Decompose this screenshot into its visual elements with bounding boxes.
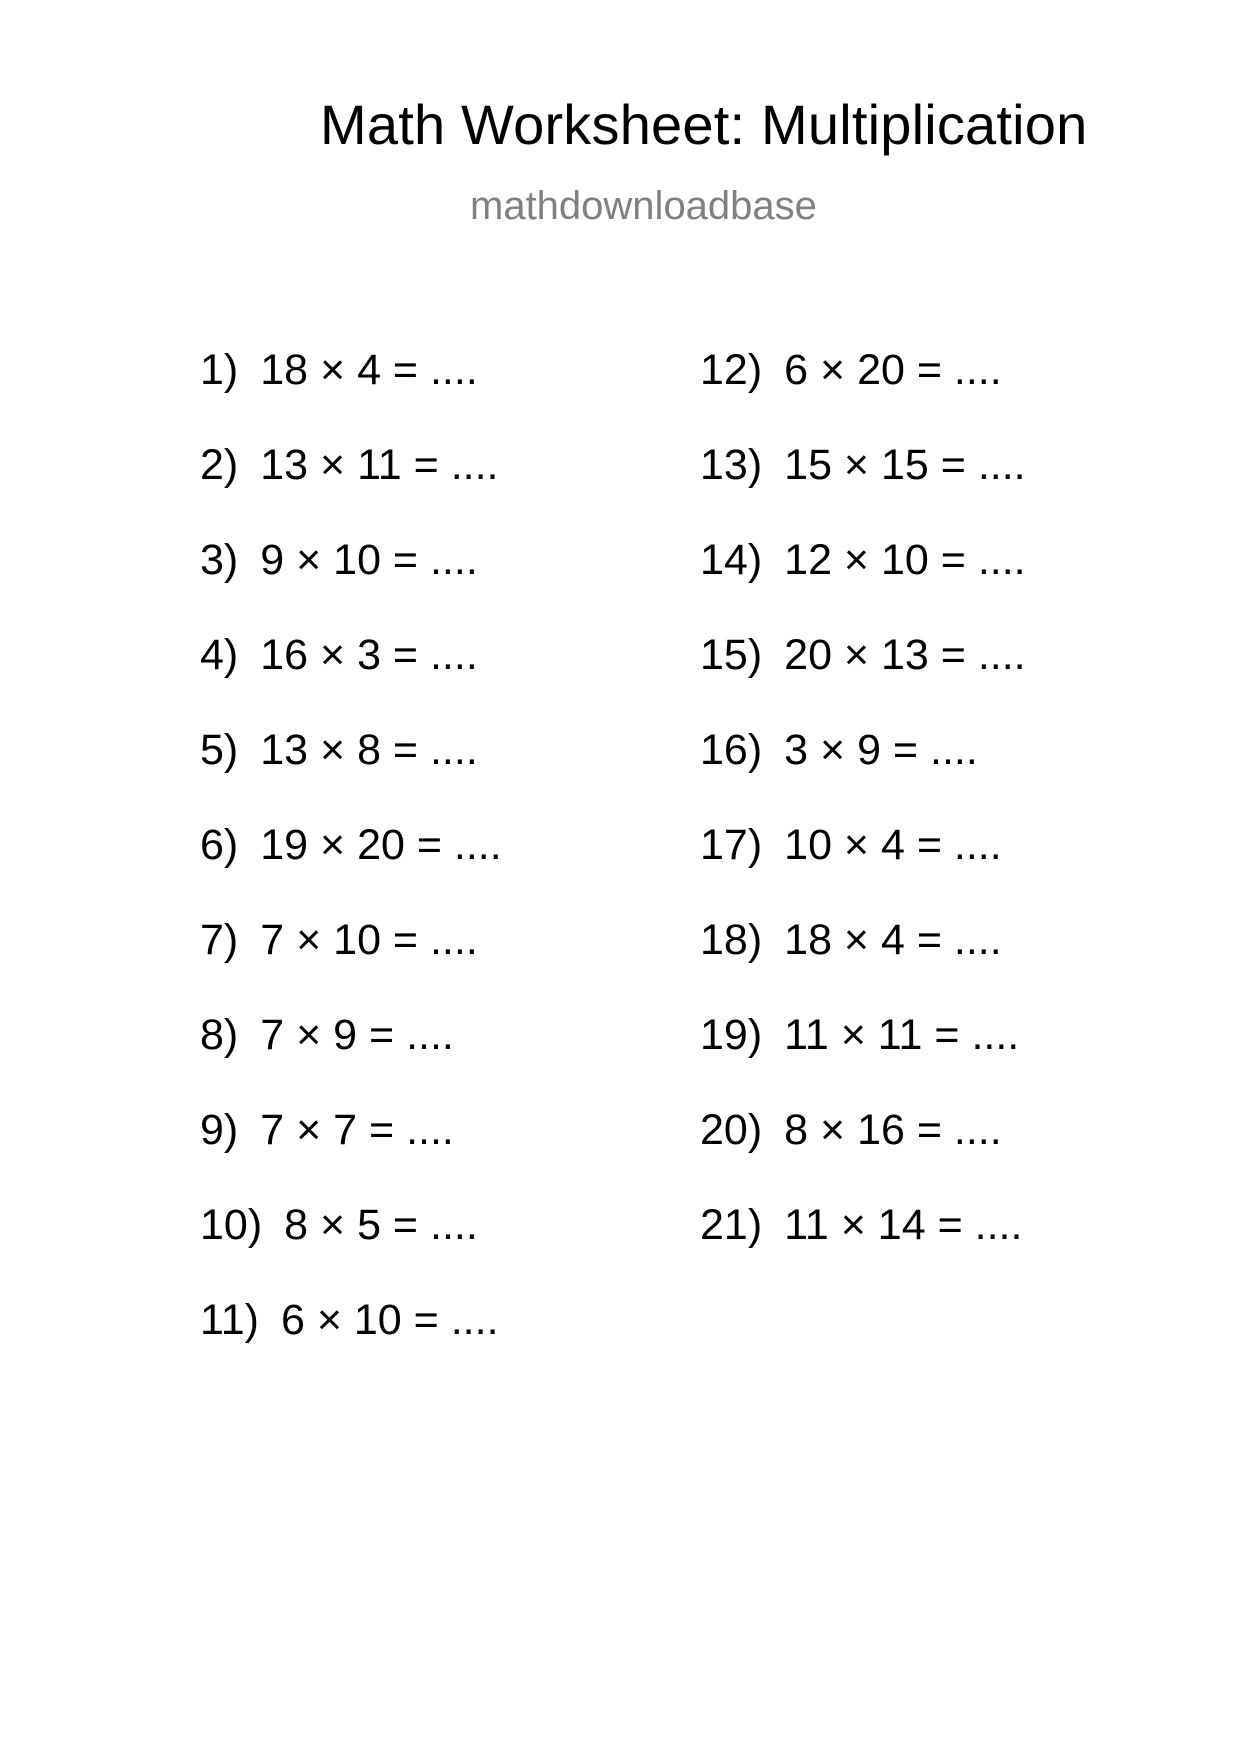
problem-number: 1) bbox=[200, 346, 239, 394]
problem-expression: 16 × 3 = .... bbox=[260, 631, 478, 679]
problem-item bbox=[700, 1011, 1026, 1109]
problem-item bbox=[200, 631, 502, 729]
problem-expression: 7 × 9 = .... bbox=[260, 1011, 454, 1059]
problem-expression: 13 × 11 = .... bbox=[260, 441, 499, 489]
worksheet-title: Math Worksheet: Multiplication bbox=[320, 93, 1088, 156]
problem-item bbox=[700, 916, 1026, 1014]
problem-number: 11) bbox=[200, 1296, 259, 1344]
problem-item bbox=[700, 441, 1026, 539]
problem-expression: 18 × 4 = .... bbox=[260, 346, 478, 394]
problem-item bbox=[700, 631, 1026, 729]
problem-item bbox=[700, 1106, 1026, 1204]
problem-expression: 20 × 13 = .... bbox=[784, 631, 1026, 679]
problem-number: 10) bbox=[200, 1201, 263, 1249]
problem-number: 18) bbox=[700, 916, 763, 964]
problem-expression: 11 × 11 = .... bbox=[784, 1011, 1020, 1059]
problem-item bbox=[200, 536, 502, 634]
problem-expression: 9 × 10 = .... bbox=[260, 536, 478, 584]
problem-item bbox=[200, 1201, 502, 1299]
problem-number: 7) bbox=[200, 916, 239, 964]
problem-item bbox=[200, 726, 502, 824]
problem-number: 3) bbox=[200, 536, 239, 584]
problem-number: 13) bbox=[700, 441, 763, 489]
problem-number: 9) bbox=[200, 1106, 239, 1154]
problem-expression: 6 × 10 = .... bbox=[280, 1296, 499, 1344]
problem-item bbox=[200, 441, 502, 539]
problem-expression: 18 × 4 = .... bbox=[784, 916, 1002, 964]
problem-number: 17) bbox=[700, 821, 763, 869]
problem-number: 12) bbox=[700, 346, 763, 394]
problem-expression: 11 × 14 = .... bbox=[784, 1201, 1023, 1249]
problem-number: 15) bbox=[700, 631, 763, 679]
problem-expression: 12 × 10 = .... bbox=[784, 536, 1026, 584]
problem-item bbox=[200, 1011, 502, 1109]
problem-number: 2) bbox=[200, 441, 239, 489]
problem-expression: 15 × 15 = .... bbox=[784, 441, 1026, 489]
problem-number: 19) bbox=[700, 1011, 763, 1059]
problem-expression: 13 × 8 = .... bbox=[260, 726, 478, 774]
problem-number: 20) bbox=[700, 1106, 763, 1154]
problem-expression: 10 × 4 = .... bbox=[784, 821, 1002, 869]
problem-number: 6) bbox=[200, 821, 239, 869]
problem-item bbox=[700, 1201, 1026, 1299]
problem-expression: 7 × 7 = .... bbox=[260, 1106, 454, 1154]
problem-column-left bbox=[200, 346, 502, 1394]
problem-item bbox=[200, 916, 502, 1014]
problem-number: 21) bbox=[700, 1201, 763, 1249]
problem-number: 14) bbox=[700, 536, 763, 584]
problem-item bbox=[700, 536, 1026, 634]
problem-number: 8) bbox=[200, 1011, 239, 1059]
problem-expression: 3 × 9 = .... bbox=[784, 726, 978, 774]
problem-expression: 8 × 5 = .... bbox=[284, 1201, 478, 1249]
problem-item bbox=[700, 346, 1026, 444]
problem-column-right bbox=[700, 346, 1026, 1299]
problem-number: 16) bbox=[700, 726, 763, 774]
problem-item bbox=[700, 821, 1026, 919]
problem-item bbox=[700, 726, 1026, 824]
problem-item bbox=[200, 346, 502, 444]
problem-item bbox=[200, 1296, 502, 1394]
problem-expression: 19 × 20 = .... bbox=[260, 821, 502, 869]
worksheet-subtitle: mathdownloadbase bbox=[470, 184, 817, 228]
problem-expression: 6 × 20 = .... bbox=[784, 346, 1002, 394]
problem-number: 5) bbox=[200, 726, 239, 774]
problem-item bbox=[200, 821, 502, 919]
problem-expression: 8 × 16 = .... bbox=[784, 1106, 1002, 1154]
problem-expression: 7 × 10 = .... bbox=[260, 916, 478, 964]
problem-number: 4) bbox=[200, 631, 239, 679]
problem-item bbox=[200, 1106, 502, 1204]
